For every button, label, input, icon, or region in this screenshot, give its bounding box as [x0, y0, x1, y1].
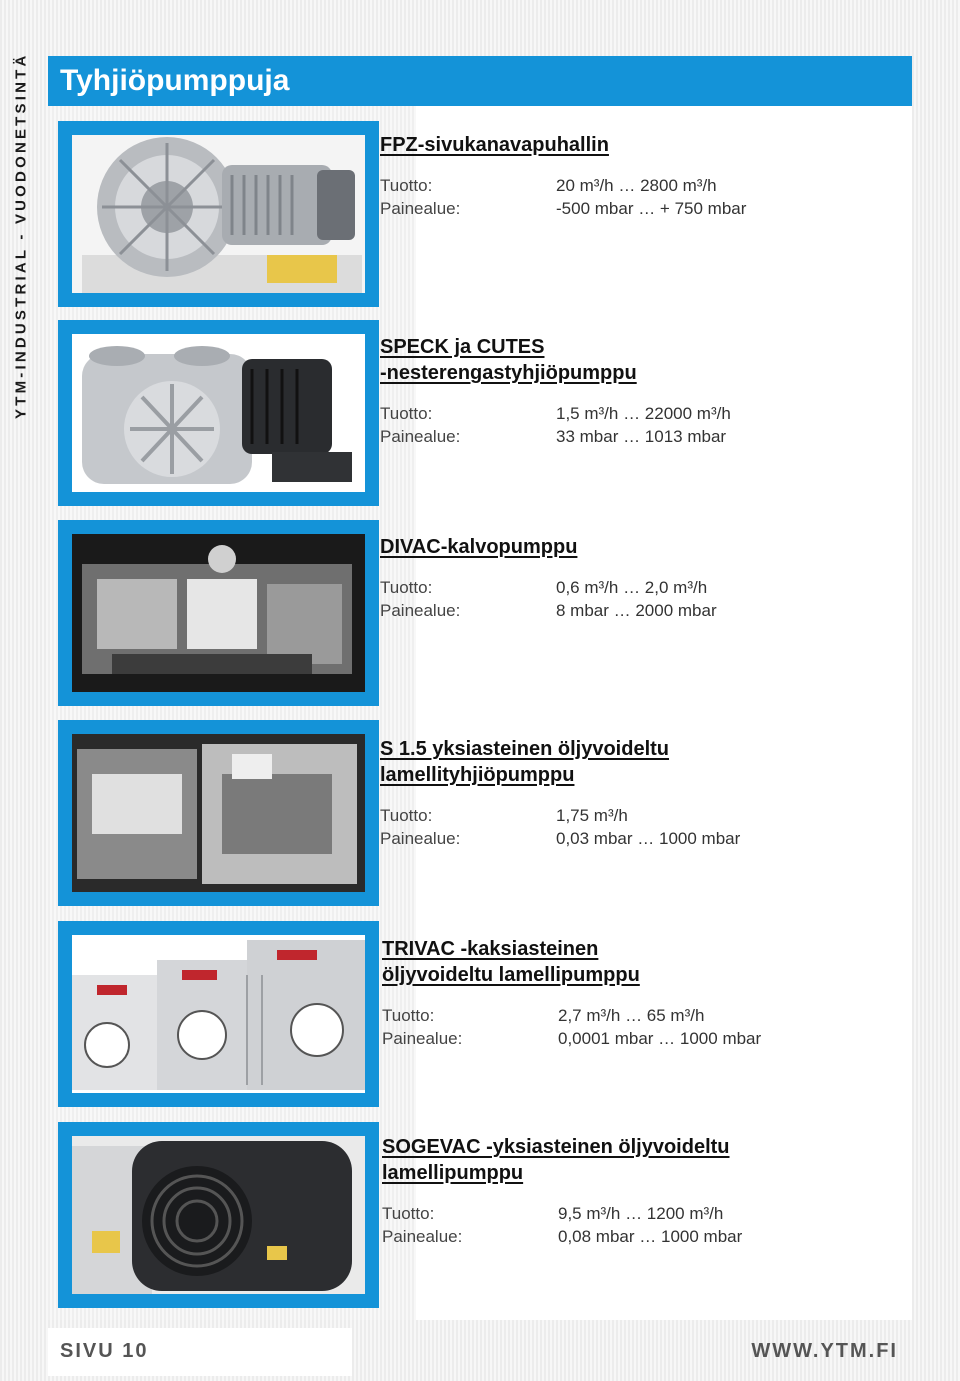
product-name: [380, 534, 860, 560]
s15-pump-photo: [72, 734, 365, 892]
product-fpz: [380, 132, 860, 220]
product-name-line: -nesterengastyhjiöpumppu: [380, 362, 637, 384]
spec-label: Painealue:: [380, 601, 461, 620]
spec-label: Tuotto:: [380, 176, 433, 195]
spec-label: Painealue:: [380, 199, 461, 218]
spec-label: Painealue:: [380, 829, 461, 848]
footer-website: [650, 1328, 912, 1376]
sogevac-pump-photo: [72, 1136, 365, 1294]
product-name-line: lamellipumppu: [382, 1162, 524, 1184]
divac-pump-photo: [72, 534, 365, 692]
product-name: [380, 132, 860, 158]
product-image-s15: [58, 720, 379, 906]
spec-pressure: [380, 197, 860, 220]
website-url: WWW.YTM.FI: [751, 1340, 898, 1362]
spec-value: 20 m³/h … 2800 m³/h: [556, 176, 717, 195]
side-vertical-label: YTM-INDUSTRIAL - VUODONETSINTÄ: [12, 52, 30, 419]
product-image-speck: [58, 320, 379, 506]
spec-value: 8 mbar … 2000 mbar: [556, 601, 717, 620]
page-number: SIVU 10: [60, 1340, 149, 1362]
product-name: [380, 736, 860, 788]
spec-label: Painealue:: [382, 1029, 463, 1048]
spec-label: Tuotto:: [380, 404, 433, 423]
spec-output: [380, 402, 860, 425]
spec-label: Tuotto:: [380, 806, 433, 825]
spec-pressure: [380, 827, 860, 850]
product-name-line: SPECK ja CUTES: [380, 336, 545, 358]
spec-label: Tuotto:: [382, 1204, 435, 1223]
product-s15: [380, 736, 860, 850]
product-name: [380, 334, 860, 386]
product-sogevac: [382, 1134, 862, 1248]
product-image-divac: [58, 520, 379, 706]
spec-value: 0,08 mbar … 1000 mbar: [558, 1227, 743, 1246]
spec-output: [380, 576, 860, 599]
title-bar: [48, 56, 912, 106]
spec-value: 0,0001 mbar … 1000 mbar: [558, 1029, 762, 1048]
product-divac: [380, 534, 860, 622]
product-name-line: FPZ-sivukanavapuhallin: [380, 134, 609, 156]
product-image-sogevac: [58, 1122, 379, 1308]
spec-value: 0,03 mbar … 1000 mbar: [556, 829, 741, 848]
spec-value: 9,5 m³/h … 1200 m³/h: [558, 1204, 724, 1223]
spec-pressure: [380, 425, 860, 448]
spec-label: Tuotto:: [382, 1006, 435, 1025]
product-name-line: lamellityhjiöpumppu: [380, 764, 575, 786]
product-name-line: öljyvoideltu lamellipumppu: [382, 964, 640, 986]
product-name: [382, 1134, 862, 1186]
spec-value: 1,75 m³/h: [556, 806, 628, 825]
product-name: [382, 936, 862, 988]
footer-page-number: [48, 1328, 352, 1376]
product-name-line: DIVAC-kalvopumppu: [380, 536, 578, 558]
product-name-line: S 1.5 yksiasteinen öljyvoideltu: [380, 738, 670, 760]
spec-pressure: [382, 1225, 862, 1248]
spec-value: 1,5 m³/h … 22000 m³/h: [556, 404, 731, 423]
speck-pump-photo: [72, 334, 365, 492]
fpz-blower-photo: [72, 135, 365, 293]
product-speck: [380, 334, 860, 448]
spec-output: [380, 804, 860, 827]
spec-output: [380, 174, 860, 197]
product-image-trivac: [58, 921, 379, 1107]
product-name-line: TRIVAC -kaksiasteinen: [382, 938, 599, 960]
product-image-fpz: [58, 121, 379, 307]
spec-value: 33 mbar … 1013 mbar: [556, 427, 727, 446]
spec-pressure: [382, 1027, 862, 1050]
product-name-line: SOGEVAC -yksiasteinen öljyvoideltu: [382, 1136, 730, 1158]
spec-label: Painealue:: [380, 427, 461, 446]
spec-pressure: [380, 599, 860, 622]
trivac-pumps-photo: [72, 935, 365, 1093]
spec-value: 0,6 m³/h … 2,0 m³/h: [556, 578, 708, 597]
spec-label: Tuotto:: [380, 578, 433, 597]
spec-value: 2,7 m³/h … 65 m³/h: [558, 1006, 705, 1025]
spec-label: Painealue:: [382, 1227, 463, 1246]
product-trivac: [382, 936, 862, 1050]
spec-output: [382, 1004, 862, 1027]
spec-value: -500 mbar … + 750 mbar: [556, 199, 747, 218]
page-title: Tyhjiöpumppuja: [60, 64, 290, 97]
spec-output: [382, 1202, 862, 1225]
